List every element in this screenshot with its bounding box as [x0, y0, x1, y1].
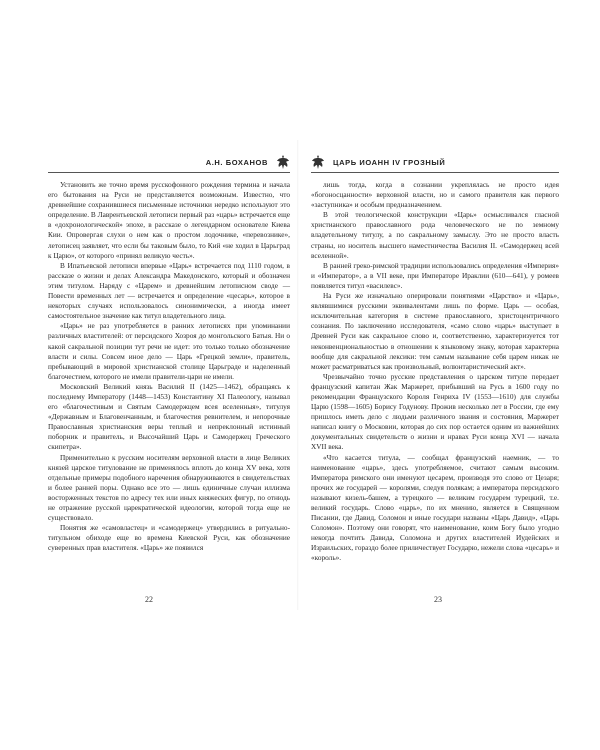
- left-header-rule: [48, 172, 290, 173]
- left-page-number: 22: [145, 595, 153, 604]
- paragraph: лишь тогда, когда в сознании укреплялась не просто идея «богоносцанности» верховной власти, но и самого правителя как первого «заступника» и особым предназначением.: [311, 180, 559, 210]
- double-headed-eagle-icon: [311, 154, 325, 170]
- right-running-header: [311, 150, 559, 172]
- paragraph: Применительно к русским носителям верховной власти в лице Великих князей царское титулование не применялось вплоть до конца XV века, хотя отдельные примеры подобного наречения обнаруживаются в свидетельствах и более ранней поры. Однако все это — лишь единичные случаи иллизма восторженных текстов по адресу тех или иных княжеских фигур, по отнюдь не отражение русской царекратической идеологии, которой тогда еще не существовало.: [48, 452, 290, 523]
- paragraph: В этой теологической конструкции «Царь» осмысливался гласной христианского православного рода человеческого не по земному владетельному титулу, а по сакральному замыслу. Это не просто власть страны, но носитель высшего наместничества Василия II. «Самодержец всей вселенной».: [311, 210, 559, 260]
- left-page-text: [48, 180, 290, 553]
- left-page: [48, 150, 290, 553]
- paragraph: В Ипатьевской летописи впервые «Царь» встречается под 1110 годом, в рассказе о жизни и делах Александра Македонского, который и обозначен этим титулом. Наряду с «Царем» и древнейшим летописном своде — Повести временных лет — встречается и определение «цесарь», которое в некоторых случаях использовалось синонимически, а иногда имеет самостоятельное значение как титул владетельного лица.: [48, 260, 290, 321]
- left-running-header: [48, 150, 290, 172]
- paragraph: Понятия же «самовластец» и «самодержец» утвердились в ритуально-титульном обиходе еще во времена Киевской Руси, как обозначение суверенных прав властителя. «Царь» же появился: [48, 523, 290, 553]
- paragraph: Московский Великий князь Василий II (1425—1462), обращаясь к последнему Императору (1448—1453) Константину XI Палеологу, называл его «благочестивым и Святым Самодержцем всея вселенныя», титулуя «Державным и Благовенчанным, и благочестия ревнителем, и непорочные Православныя христианския веры теплый и непреклонный истинный поборник и правитель, и Высочайший Царь и Самодержец Греческого скипетра».: [48, 381, 290, 452]
- right-page: [311, 150, 559, 564]
- double-headed-eagle-icon: [276, 154, 290, 170]
- right-header-rule: [311, 172, 559, 173]
- paragraph: Чрезвычайно точно русские представления о царском титуле передает французский капитан Жак Маржерет, прибывший на Русь в 1600 году по рекомендации Французского Короля Генриха IV (1553—1610) для службы Царю (1598—1605) Борису Годунову. Прожив несколько лет в России, где ему пришлось иметь дело с людьми различного звания и состояния, Маржерет написал книгу о Московии, которая до сих пор остается одним из важнейших документальных свидетельств о жизни и нравах Руси конца XVI — начала XVII века.: [311, 371, 559, 452]
- paragraph: Установить же точно время русскофонного рождения термина и начала его бытования на Руси не представляется возможным. Известно, что древнейшие сохранившиеся письменные источники нередко используют это определение. В Лаврентьевской летописи первый раз «царь» встречается еще в «дохронологической» эпохе, в рассказе о легендарном основателе Киева Кии. Опровергая слухи о нем как о простом лодочнике, «перевознике», летописец заявляет, что если бы таковым было, то Кий «не ходил в Царьград к Царю», от которого «принял великую честь».: [48, 180, 290, 260]
- paragraph: «Царь» не раз употребляется в ранних летописях при упоминании различных властителей: от персидского Хозроя до монгольского Батыя. Ни о какой сакральной позиции тут речи не идет: это только только обозначение власти и силы. Совсем иное дело — Царь «Грецкой земли», правитель, пребывающий в мировой христианской столице Царьграде и наделенный благочестием, которого не имели правители-цари не имели.: [48, 321, 290, 381]
- right-page-text: [311, 180, 559, 564]
- paragraph: «Что касается титула, — сообщал французский наемник, — то наименование «царь», здесь употребляемое, считают самым высоким. Императора римского они именуют цесарем, производя это слово от Цезаря; прочих же государей — королями, следуя полякам; а императора персидского называют кизель-башем, а турецкого — великим государем турецкий, т.е. великий государь. Слово «царь», по их мнению, является в Священном Писании, где Давид, Соломон и иные государи названы «Царь Давид», «Царь Соломон». Поэтому они говорят, что наименование, коим Богу было угодно некогда почтить Давида, Соломона и других властителей Иудейских и Израильских, гораздо более приличествует Государю, нежели слова «цесарь» и «король».: [311, 452, 559, 563]
- left-running-head: А.Н. БОХАНОВ: [205, 158, 268, 167]
- paragraph: В ранней греко-римской традиции использовались определения «Империя» и «Император», а в VII веке, при Императоре Ираклии (610—641), у ромеев появляется титул «василевс».: [311, 260, 559, 290]
- paragraph: На Руси же изначально оперировали понятиями «Царство» и «Царь», являвшимися русскими эквивалентами лишь по форме. Царь — особая, исключительная категория в системе православного, христоцентричного сознания. По заключению исследователя, «само слово «царь» выступает в Древней Руси как сакральное слово и, соответственно, характеризуется тот неконвенциональностью в отношении к языковому знаку, которая характерна вообще для сакральной лексики: тем самым называние себя царем никак не может расматриваться как произвольный, волюнтаристический акт».: [311, 291, 559, 371]
- page-gutter: [297, 140, 299, 610]
- right-running-head: ЦАРЬ ИОАНН IV ГРОЗНЫЙ: [333, 158, 446, 167]
- right-page-number: 23: [434, 595, 442, 604]
